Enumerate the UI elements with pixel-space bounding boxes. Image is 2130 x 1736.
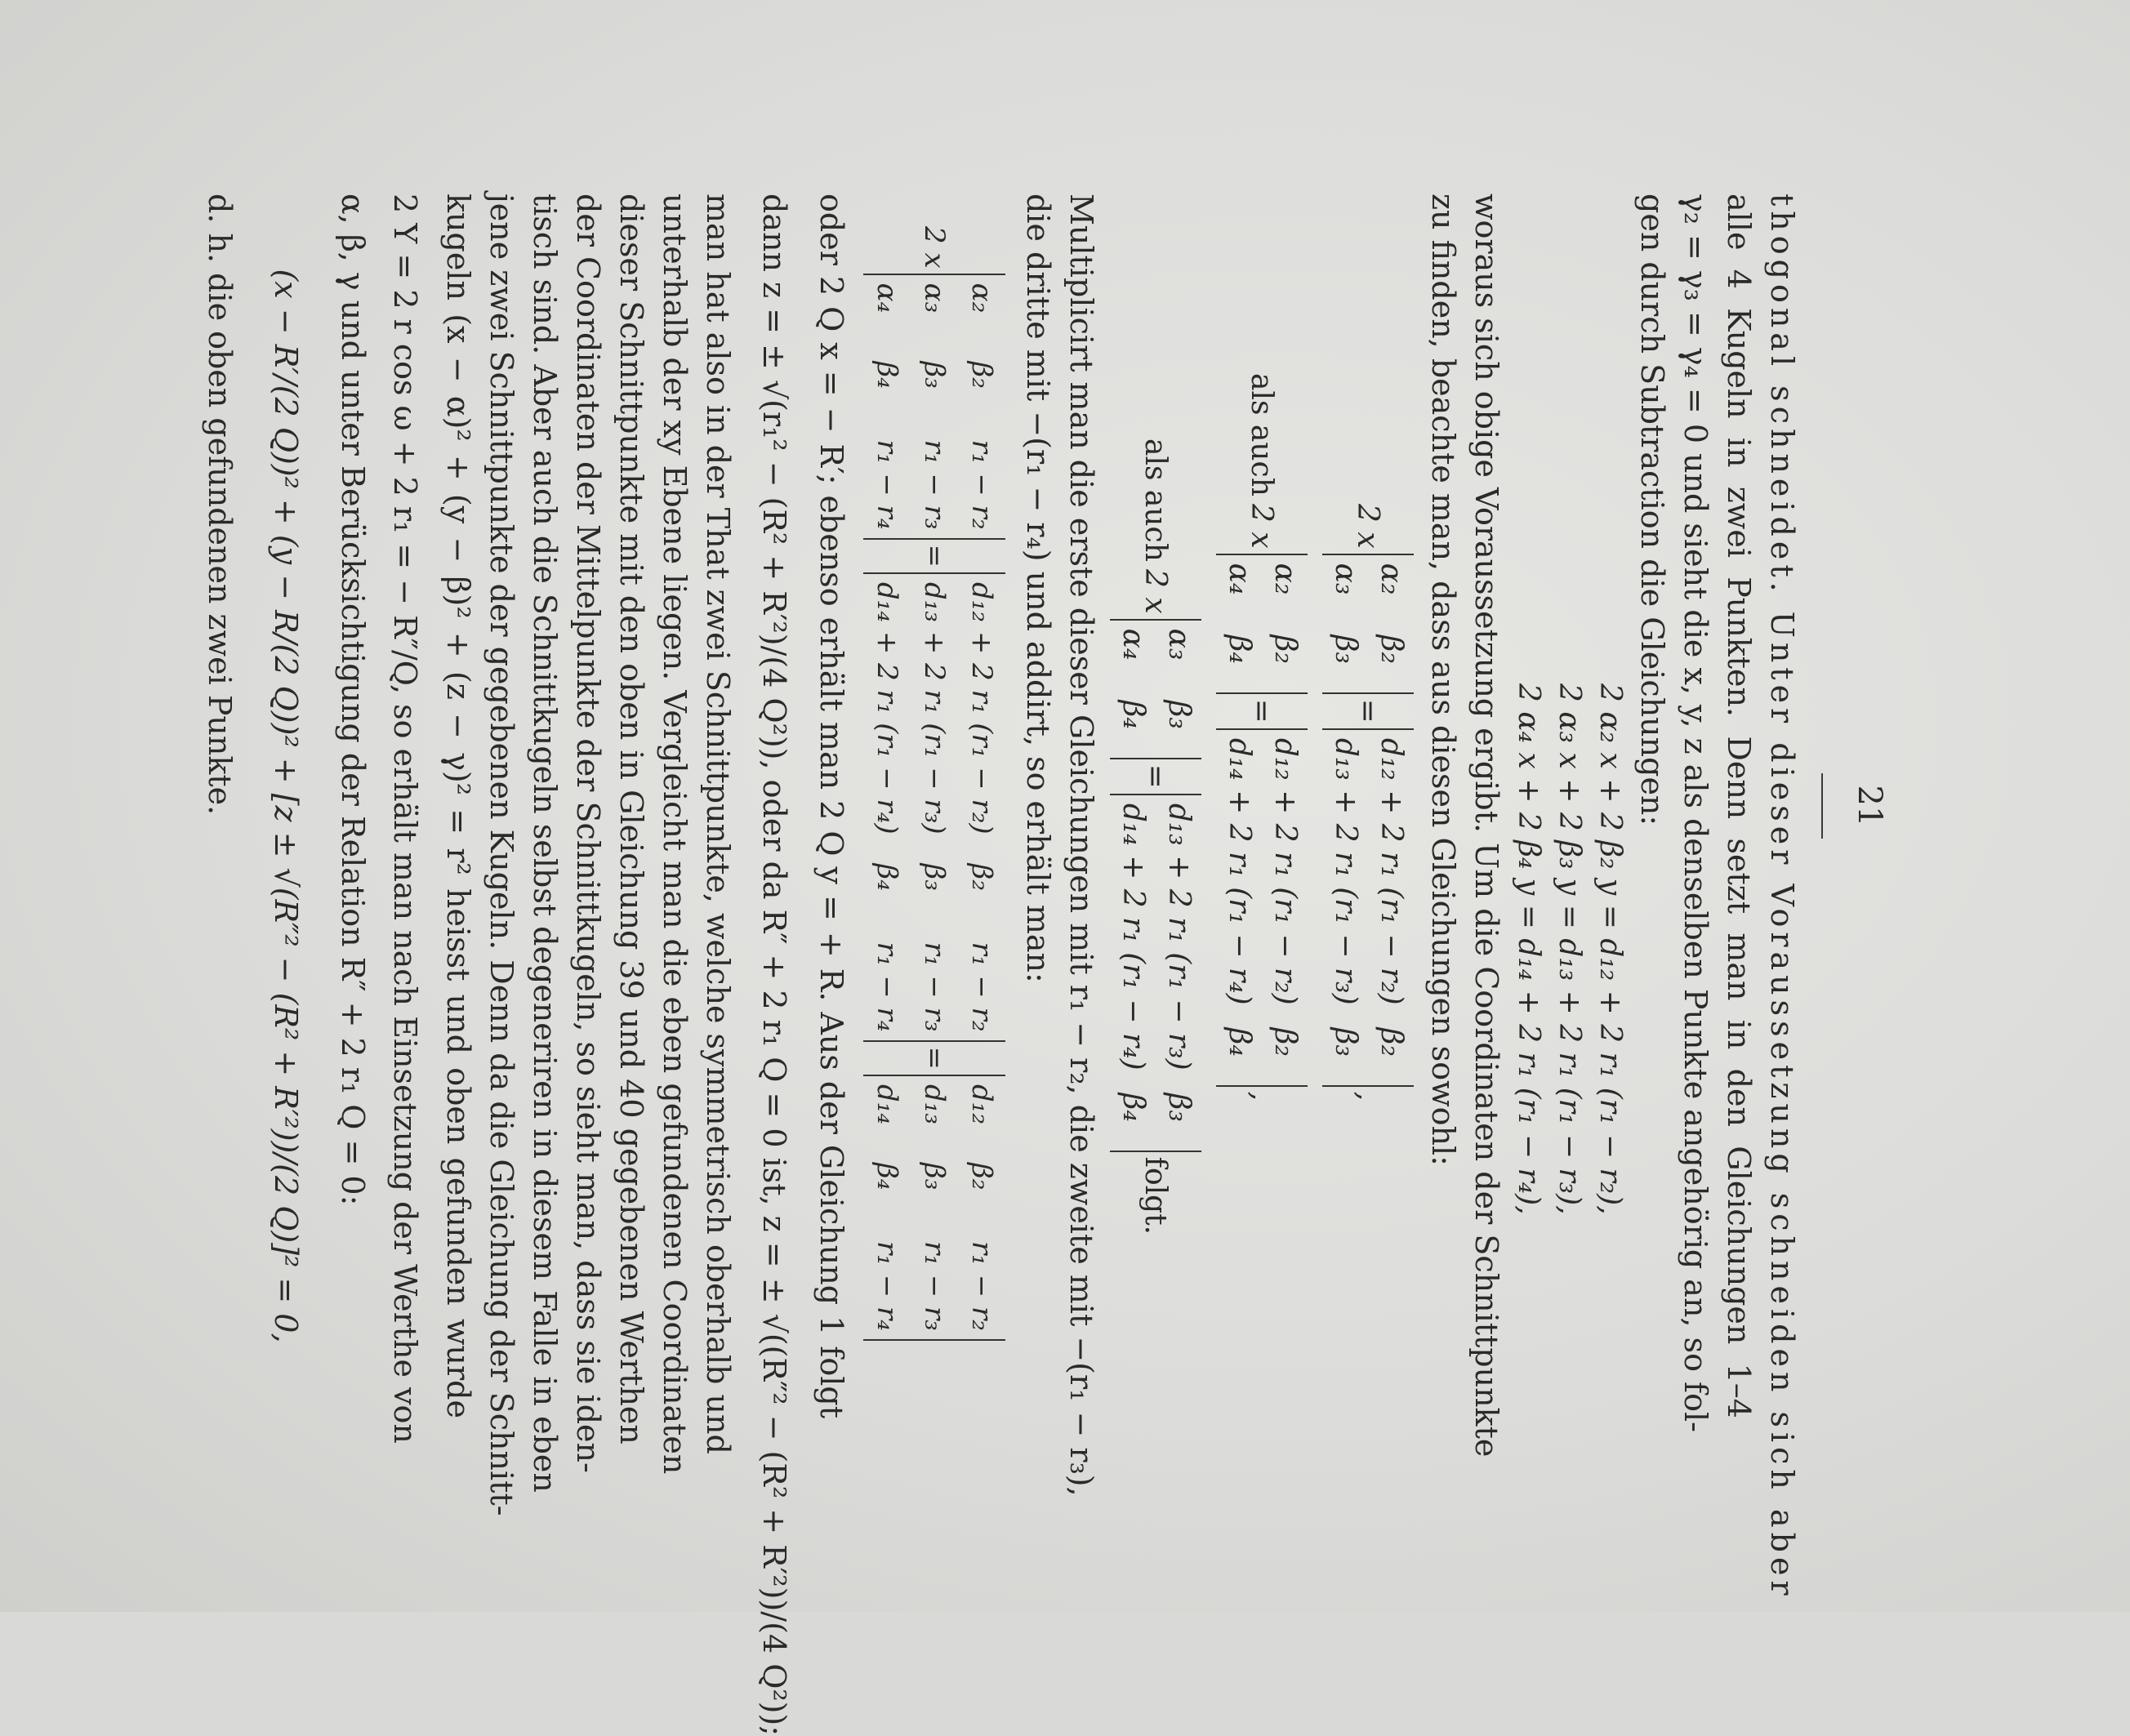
determinant xyxy=(1110,794,1201,1152)
text-line: α, β, γ und unter Berücksichtigung der Relation R″ + 2 r₁ Q = 0: xyxy=(335,194,371,1206)
paragraph-3 xyxy=(1016,194,1103,1497)
matrix-cell: d₁₃ + 2 r₁ (r₁ − r₃) xyxy=(1329,737,1362,1005)
paragraph-2 xyxy=(1421,194,1508,1458)
matrix-cell: d₁₂ + 2 r₁ (r₁ − r₂) xyxy=(1268,737,1302,1005)
text-line: Multiplicirt man die erste dieser Gleichungen mit r₁ − r₂, die zweite mit −(r₁ − r₃), xyxy=(1063,194,1099,1497)
big-determinant-equation xyxy=(853,194,1016,1418)
text-line: jene zwei Schnittpunkte der gegebenen Kugeln. Denn da die Gleichung der Schnitt- xyxy=(483,194,519,1516)
matrix-cell: β₄ xyxy=(871,361,903,389)
matrix-cell: r₁ − r₄ xyxy=(871,439,903,530)
matrix-cell: α₃ xyxy=(1162,628,1196,661)
matrix-cell: r₁ − r₃ xyxy=(918,1241,951,1331)
matrix-cell: β₄ xyxy=(1223,634,1256,664)
punctuation: , xyxy=(1351,1091,1385,1102)
text-line: oder 2 Q x = − R′; ebenso erhält man 2 Q y = + R. Aus der Gleichung 1 folgt xyxy=(813,194,849,1418)
matrix-cell: r₁ − r₂ xyxy=(965,941,998,1032)
als-auch-label: als auch xyxy=(1245,373,1279,496)
determinant xyxy=(1322,728,1414,1087)
matrix-cell: α₂ xyxy=(965,283,998,314)
book-page xyxy=(183,112,1947,1736)
matrix-cell: α₄ xyxy=(871,283,903,314)
text-line: woraus sich obige Voraussetzung ergibt. Um die Coordinaten der Schnittpunkte xyxy=(1468,194,1504,1458)
matrix-cell: r₁ − r₃ xyxy=(918,439,951,530)
folgt-label: folgt. xyxy=(1139,1156,1173,1235)
matrix-cell: d₁₄ + 2 r₁ (r₁ − r₄) xyxy=(1116,803,1150,1071)
page-content xyxy=(198,194,1947,1736)
matrix-cell: d₁₃ + 2 r₁ (r₁ − r₃) xyxy=(918,582,951,835)
text-line: unterhalb der xy Ebene liegen. Vergleicht man die eben gefundenen Coordinaten xyxy=(657,194,693,1475)
matrix-cell: d₁₄ + 2 r₁ (r₁ − r₄) xyxy=(1223,737,1256,1005)
last-line: d. h. die oben gefundenen zwei Punkte. xyxy=(202,194,238,816)
determinant-equation-3 xyxy=(1103,243,1209,1418)
equals-sign: = xyxy=(1139,763,1173,789)
matrix-cell: r₁ − r₄ xyxy=(871,941,903,1032)
matrix-cell: d₁₃ xyxy=(918,1084,951,1125)
matrix-cell: d₁₂ + 2 r₁ (r₁ − r₂) xyxy=(1375,737,1408,1005)
text-line: kugeln (x − α)² + (y − β)² + (z − γ)² = r² heisst und oben gefunden wurde xyxy=(440,194,476,1418)
determinant xyxy=(1110,619,1201,759)
text-line: zu finden, beachte man, dass aus diesen Gleichungen sowohl: xyxy=(1425,194,1461,1166)
equation-system xyxy=(1508,194,1630,1418)
factor-2x: 2 x xyxy=(918,226,951,269)
text-line: tisch sind. Aber auch die Schnittkugeln selbst degeneriren in diesem Falle in eben xyxy=(527,194,563,1493)
matrix-cell: β₃ xyxy=(918,361,951,389)
factor-2x: 2 x xyxy=(1139,569,1173,614)
determinant xyxy=(1216,554,1308,694)
equals-sign: = xyxy=(918,544,951,568)
matrix-cell: d₁₃ + 2 r₁ (r₁ − r₃) xyxy=(1162,803,1196,1071)
determinant xyxy=(1216,728,1308,1087)
determinant xyxy=(863,572,1005,1042)
matrix-cell: r₁ − r₄ xyxy=(871,1241,903,1331)
matrix-cell: β₂ xyxy=(1375,634,1408,664)
determinant xyxy=(863,274,1005,540)
equation: 2 α₂ x + 2 β₂ y = d₁₂ + 2 r₁ (r₁ − r₂), xyxy=(1593,683,1627,1215)
matrix-cell: α₄ xyxy=(1223,563,1256,595)
matrix-cell: β₃ xyxy=(918,1163,951,1191)
punctuation: , xyxy=(1245,1091,1279,1102)
matrix-cell: α₂ xyxy=(1268,563,1302,595)
matrix-cell: β₂ xyxy=(1268,1027,1302,1057)
equation: 2 α₃ x + 2 β₃ y = d₁₃ + 2 r₁ (r₁ − r₃), xyxy=(1553,683,1586,1215)
text-line: man hat also in der That zwei Schnittpunkte, welche symmetrisch oberhalb und xyxy=(700,194,736,1454)
equals-sign: = xyxy=(918,1046,951,1071)
matrix-cell: d₁₄ + 2 r₁ (r₁ − r₄) xyxy=(871,582,903,835)
paragraph-4 xyxy=(331,194,853,1736)
matrix-cell: β₃ xyxy=(1329,1027,1362,1057)
page-number: 21 xyxy=(1821,773,1947,839)
text-line: der Coordinaten der Mittelpunkte der Schnittkugeln, so sieht man, dass sie iden- xyxy=(570,194,606,1473)
matrix-cell: d₁₂ + 2 r₁ (r₁ − r₂) xyxy=(965,582,998,835)
matrix-cell: β₄ xyxy=(1116,1093,1150,1122)
matrix-cell: r₁ − r₂ xyxy=(965,1241,998,1331)
text-line: alle 4 Kugeln in zwei Punkten. Denn setzt man in den Gleichungen 1–4 xyxy=(1721,194,1757,1418)
equals-sign: = xyxy=(1351,698,1385,723)
matrix-cell: β₃ xyxy=(918,863,951,891)
determinant-equations xyxy=(1103,243,1421,1418)
matrix-cell: β₂ xyxy=(1375,1027,1408,1057)
matrix-cell: β₄ xyxy=(1223,1027,1256,1057)
matrix-cell: β₄ xyxy=(1116,700,1150,729)
matrix-cell: β₃ xyxy=(1162,1093,1196,1122)
matrix-cell: r₁ − r₃ xyxy=(918,941,951,1032)
equation: 2 α₄ x + 2 β₄ y = d₁₄ + 2 r₁ (r₁ − r₄), xyxy=(1512,683,1545,1215)
matrix-cell: β₃ xyxy=(1162,700,1196,729)
als-auch-label: als auch xyxy=(1139,438,1173,562)
equals-sign: = xyxy=(1245,698,1279,723)
final-equation: (x − R′/(2 Q))² + (y − R/(2 Q))² + [z ± √(R″² − (R² + R′²))/(2 Q)]² = 0, xyxy=(268,269,304,1343)
matrix-cell: β₃ xyxy=(1329,634,1362,664)
determinant-equation-2 xyxy=(1209,243,1315,1418)
determinant-equation-1 xyxy=(1315,243,1421,1418)
matrix-cell: β₄ xyxy=(871,863,903,891)
matrix-cell: α₃ xyxy=(918,283,951,314)
matrix-cell: α₂ xyxy=(1375,563,1408,595)
paragraph-1 xyxy=(1630,194,1803,1600)
matrix-cell: α₄ xyxy=(1116,628,1150,661)
factor-2x: 2 x xyxy=(1245,504,1279,549)
text-line: dieser Schnittpunkte mit den oben in Gleichung 39 und 40 gegebenen Werthen xyxy=(613,194,649,1444)
text-line: thogonal schneidet. Unter dieser Voraussetzung schneiden sich aber xyxy=(1764,194,1800,1600)
matrix-cell: β₂ xyxy=(1268,634,1302,664)
factor-2x: 2 x xyxy=(1351,504,1385,549)
determinant xyxy=(863,1075,1005,1341)
matrix-cell: β₂ xyxy=(965,361,998,389)
matrix-cell: β₂ xyxy=(965,863,998,891)
determinant xyxy=(1322,554,1414,694)
text-line: 2 Y = 2 r cos ω + 2 r₁ = − R″/Q, so erhält man nach Einsetzung der Werthe von xyxy=(387,194,423,1444)
matrix-cell: r₁ − r₂ xyxy=(965,439,998,530)
text-line: γ₂ = γ₃ = γ₄ = 0 und sieht die x, y, z als denselben Punkte angehörig an, so fol- xyxy=(1678,194,1713,1432)
matrix-cell: β₂ xyxy=(965,1163,998,1191)
matrix-cell: α₃ xyxy=(1329,563,1362,595)
matrix-cell: d₁₂ xyxy=(965,1084,998,1125)
matrix-cell: d₁₄ xyxy=(871,1084,903,1125)
text-line: dann z = ± √(r₁² − (R² + R′²)/(4 Q²)), oder da R″ + 2 r₁ Q = 0 ist, z = ± √((R″² − (R² + R′²))/(4 Q²)); xyxy=(756,194,792,1736)
text-line: gen durch Subtraction die Gleichungen: xyxy=(1634,194,1670,826)
matrix-cell: β₄ xyxy=(871,1163,903,1191)
text-line: die dritte mit −(r₁ − r₄) und addirt, so erhält man: xyxy=(1020,194,1056,983)
